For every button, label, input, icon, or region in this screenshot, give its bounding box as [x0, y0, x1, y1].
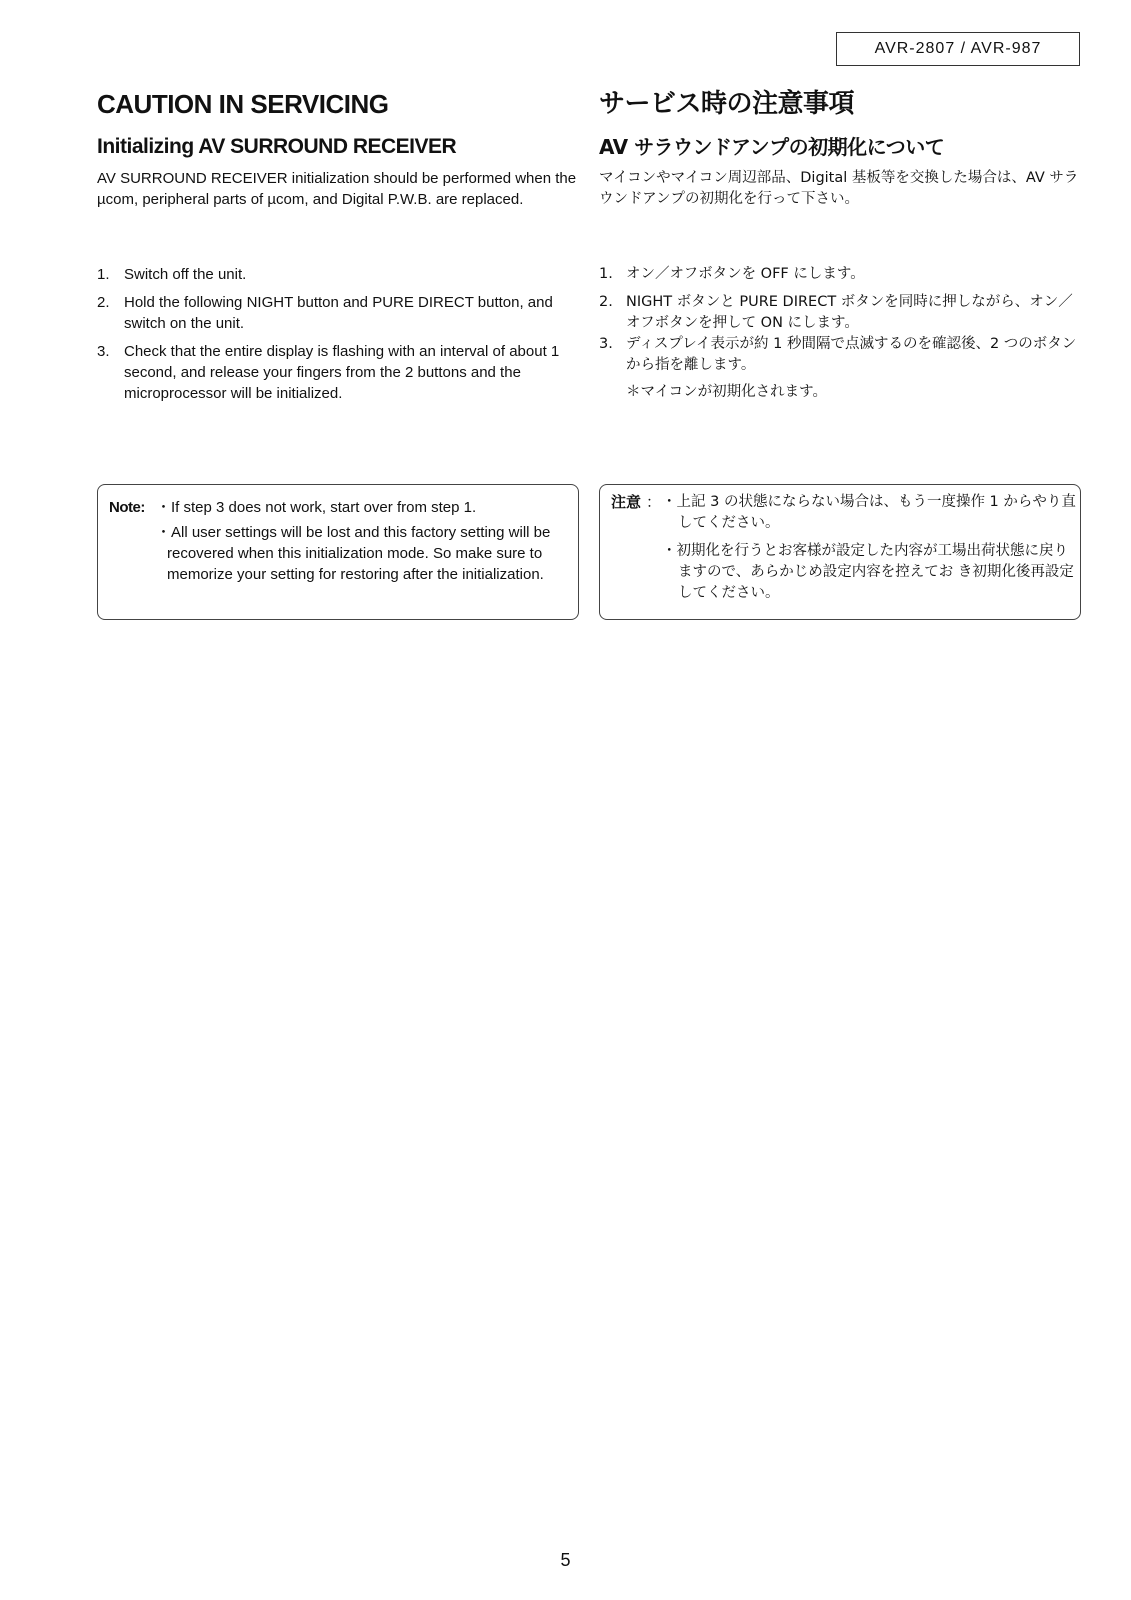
- note-item-2: ・All user settings will be lost and this factory setting will be recovered when this initialization mode. So make sure to memorize your setting for restoring after the initialization.: [156, 524, 551, 583]
- footnote-text: ＊マイコンが初期化されます。: [626, 384, 827, 400]
- english-note-box: [97, 484, 579, 620]
- japanese-step-1: [599, 264, 1087, 285]
- japanese-section: [599, 86, 1087, 400]
- step-number: 1.: [599, 266, 613, 282]
- step-text: オン／オフボタンを OFF にします。: [626, 266, 865, 282]
- step-number: 1.: [97, 266, 110, 283]
- step-text: NIGHT ボタンと PURE DIRECT ボタンを同時に押しながら、オン／オフボタンを押して ON にします。: [626, 294, 1073, 331]
- page-number: 5: [560, 1550, 571, 1570]
- english-section: [97, 86, 585, 402]
- english-step-2: [97, 292, 585, 334]
- step-number: 3.: [599, 336, 613, 352]
- model-number: AVR-2807 / AVR-987: [874, 40, 1042, 57]
- japanese-subtitle: AV サラウンドアンプの初期化について: [599, 135, 945, 159]
- step-text: Switch off the unit.: [124, 266, 247, 283]
- japanese-steps: [599, 264, 1087, 403]
- japanese-note-box: [599, 484, 1081, 620]
- note-label: Note:: [109, 499, 145, 516]
- japanese-title: サービス時の注意事項: [599, 89, 855, 119]
- model-number-box: [836, 32, 1080, 66]
- step-text: Hold the following NIGHT button and PURE DIRECT button, and switch on the unit.: [124, 294, 553, 332]
- english-step-3: [97, 341, 585, 404]
- japanese-step-2: [599, 292, 1087, 334]
- english-step-1: [97, 264, 585, 285]
- step-number: 2.: [97, 294, 110, 311]
- note-item-1: ・上記 3 の状態にならない場合は、もう一度操作 1 からやり直してください。: [662, 494, 1076, 531]
- japanese-intro: マイコンやマイコン周辺部品、Digital 基板等を交換した場合は、AV サラウンドアンプの初期化を行って下さい。: [599, 170, 1079, 207]
- note-separator: ：: [646, 493, 662, 511]
- english-steps: [97, 264, 585, 404]
- english-title: CAUTION IN SERVICING: [97, 89, 389, 119]
- note-item-2: ・初期化を行うとお客様が設定した内容が工場出荷状態に戻りますので、あらかじめ設定内容を控えてお き初期化後再設定してください。: [662, 543, 1074, 601]
- step-number: 3.: [97, 343, 110, 360]
- note-item-1: ・If step 3 does not work, start over from step 1.: [156, 499, 477, 516]
- step-text: Check that the entire display is flashing with an interval of about 1 second, and release your fingers from the 2 buttons and the microprocessor will be initialized.: [124, 343, 560, 402]
- step-text: ディスプレイ表示が約 1 秒間隔で点滅するのを確認後、2 つのボタンから指を離します。: [626, 336, 1077, 373]
- step-number: 2.: [599, 294, 613, 310]
- japanese-step-footnote: [599, 382, 1087, 403]
- japanese-step-3: [599, 334, 1087, 376]
- english-subtitle: Initializing AV SURROUND RECEIVER: [97, 135, 457, 158]
- note-label: 注意: [611, 493, 642, 511]
- english-intro: AV SURROUND RECEIVER initialization should be performed when the µcom, peripheral parts of µcom, and Digital P.W.B. are replaced.: [97, 170, 577, 208]
